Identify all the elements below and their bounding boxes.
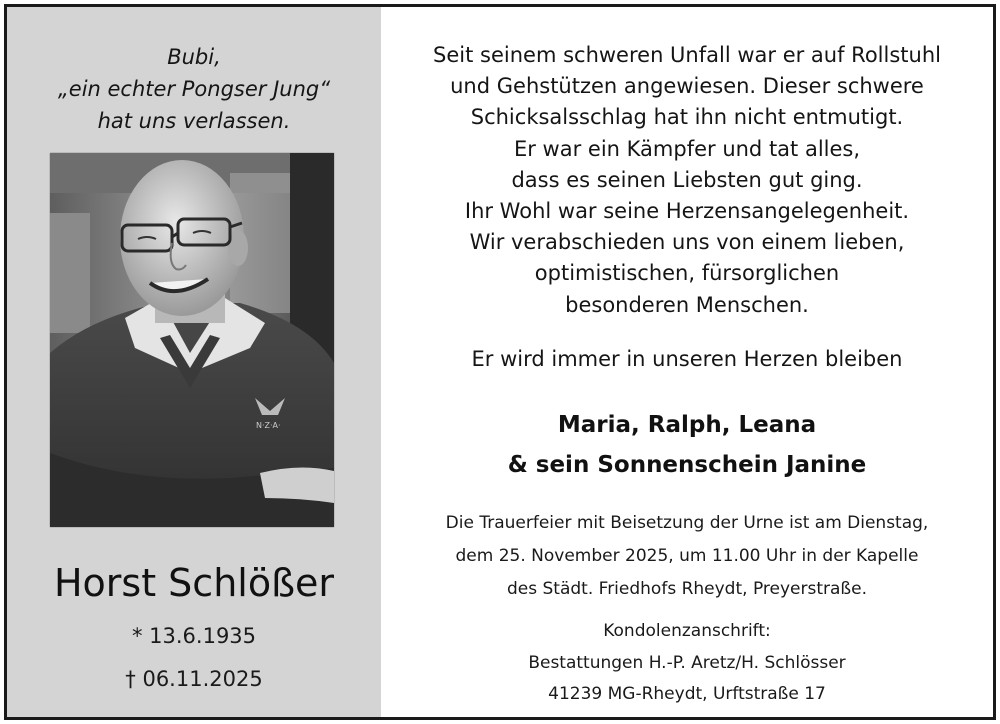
left-panel <box>7 7 381 717</box>
tribute-line: dass es seinen Liebsten gut ging. <box>511 167 863 192</box>
funeral-line: dem 25. November 2025, um 11.00 Uhr in der Kapelle <box>455 546 919 566</box>
motto <box>7 41 381 137</box>
funeral-line: des Städt. Friedhofs Rheydt, Preyerstraße. <box>507 579 867 599</box>
tribute-line: Schicksalsschlag hat ihn nicht entmutigt. <box>470 105 904 130</box>
mourners <box>381 405 993 485</box>
motto-line: hat uns verlassen. <box>97 109 291 133</box>
tribute-line: Wir verabschieden uns von einem lieben, <box>469 230 905 255</box>
portrait-illustration <box>50 153 334 527</box>
condolence-heading: Kondolenzanschrift: <box>603 621 771 641</box>
obituary-frame <box>4 4 996 720</box>
motto-line: Bubi, <box>167 45 221 69</box>
right-panel <box>381 7 993 717</box>
deceased-name: Horst Schlößer <box>53 561 335 605</box>
tribute-line: Er war ein Kämpfer und tat alles, <box>513 136 861 161</box>
tribute-line: optimistischen, fürsorglichen <box>534 261 840 286</box>
mourner-line: Maria, Ralph, Leana <box>557 412 817 438</box>
funeral-details <box>381 507 993 606</box>
death-date: † 06.11.2025 <box>125 667 263 691</box>
motto-line: „ein echter Pongser Jung“ <box>57 77 331 101</box>
tribute-text <box>381 40 993 321</box>
condolence-line: Bestattungen H.-P. Aretz/H. Schlösser <box>528 652 846 673</box>
closing-line: Er wird immer in unseren Herzen bleiben <box>471 347 903 371</box>
condolence-line: 41239 MG-Rheydt, Urftstraße 17 <box>548 684 826 704</box>
tribute-line: besonderen Menschen. <box>565 292 809 317</box>
tribute-line: und Gehstützen angewiesen. Dieser schwere <box>450 74 924 99</box>
sweater-emblem-text: N·Z·A· <box>256 421 281 430</box>
mourner-line: & sein Sonnenschein Janine <box>507 452 867 478</box>
tribute-line: Seit seinem schweren Unfall war er auf Rollstuhl <box>433 43 941 67</box>
portrait-photo <box>50 153 334 527</box>
funeral-line: Die Trauerfeier mit Beisetzung der Urne ist am Dienstag, <box>445 513 929 533</box>
birth-date: * 13.6.1935 <box>131 624 257 648</box>
condolence-address <box>381 616 993 711</box>
tribute-line: Ihr Wohl war seine Herzensangelegenheit. <box>464 199 910 224</box>
